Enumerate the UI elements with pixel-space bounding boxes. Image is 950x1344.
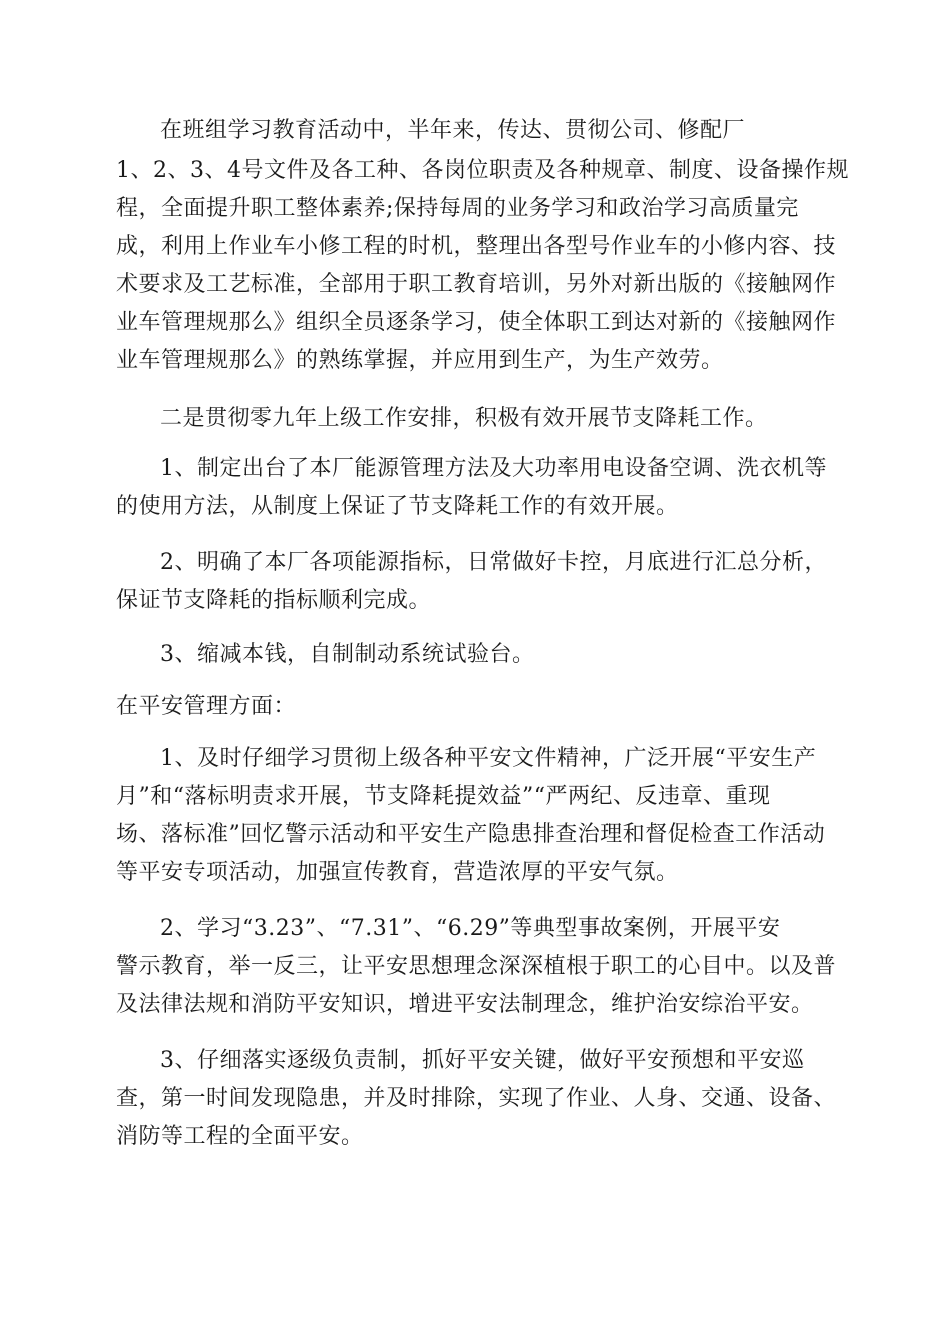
paragraph-2-line-1: 二是贯彻零九年上级工作安排，积极有效开展节支降耗工作。: [160, 406, 768, 431]
paragraph-1-line-5: 术要求及工艺标准，全部用于职工教育培训，另外对新出版的《接触网作: [116, 272, 837, 297]
paragraph-9-line-3: 消防等工程的全面平安。: [116, 1124, 364, 1149]
paragraph-8-line-1: 2、学习“3.23”、“7.31”、“6.29”等典型事故案例，开展平安: [160, 916, 781, 941]
paragraph-8-line-2: 警示教育，举一反三，让平安思想理念深深植根于职工的心目中。以及普: [116, 954, 837, 979]
paragraph-9-line-2: 查，第一时间发现隐患，并及时排除，实现了作业、人身、交通、设备、: [116, 1086, 837, 1111]
paragraph-7-line-1: 1、及时仔细学习贯彻上级各种平安文件精神，广泛开展“平安生产: [160, 746, 817, 771]
paragraph-1-line-1: 在班组学习教育活动中，半年来，传达、贯彻公司、修配厂: [160, 118, 746, 143]
paragraph-8-line-3: 及法律法规和消防平安知识，增进平安法制理念，维护治安综治平安。: [116, 992, 814, 1017]
paragraph-4-line-2: 保证节支降耗的指标顺利完成。: [116, 588, 432, 613]
paragraph-1-line-3: 程，全面提升职工整体素养;保持每周的业务学习和政治学习高质量完: [116, 196, 799, 221]
paragraph-5-line-1: 3、缩减本钱，自制制动系统试验台。: [160, 642, 535, 667]
paragraph-1-line-7: 业车管理规那么》的熟练掌握，并应用到生产，为生产效劳。: [116, 348, 724, 373]
paragraph-1-line-4: 成，利用上作业车小修工程的时机，整理出各型号作业车的小修内容、技: [116, 234, 837, 259]
paragraph-7-line-3: 场、落标准”回忆警示活动和平安生产隐患排查治理和督促检查工作活动: [116, 822, 826, 847]
paragraph-7-line-4: 等平安专项活动，加强宣传教育，营造浓厚的平安气氛。: [116, 860, 679, 885]
paragraph-3-line-1: 1、制定出台了本厂能源管理方法及大功率用电设备空调、洗衣机等: [160, 456, 827, 481]
paragraph-3-line-2: 的使用方法，从制度上保证了节支降耗工作的有效开展。: [116, 494, 679, 519]
paragraph-1-line-6: 业车管理规那么》组织全员逐条学习，使全体职工到达对新的《接触网作: [116, 310, 837, 335]
paragraph-9-line-1: 3、仔细落实逐级负责制，抓好平安关键，做好平安预想和平安巡: [160, 1048, 805, 1073]
paragraph-6-line-1: 在平安管理方面：: [116, 694, 297, 719]
paragraph-7-line-2: 月”和“落标明责求开展，节支降耗提效益”“严两纪、反违章、重现: [116, 784, 771, 809]
paragraph-1-line-2: 1、2、3、4号文件及各工种、各岗位职责及各种规章、制度、设备操作规: [116, 158, 849, 183]
paragraph-4-line-1: 2、明确了本厂各项能源指标，日常做好卡控，月底进行汇总分析，: [160, 550, 827, 575]
